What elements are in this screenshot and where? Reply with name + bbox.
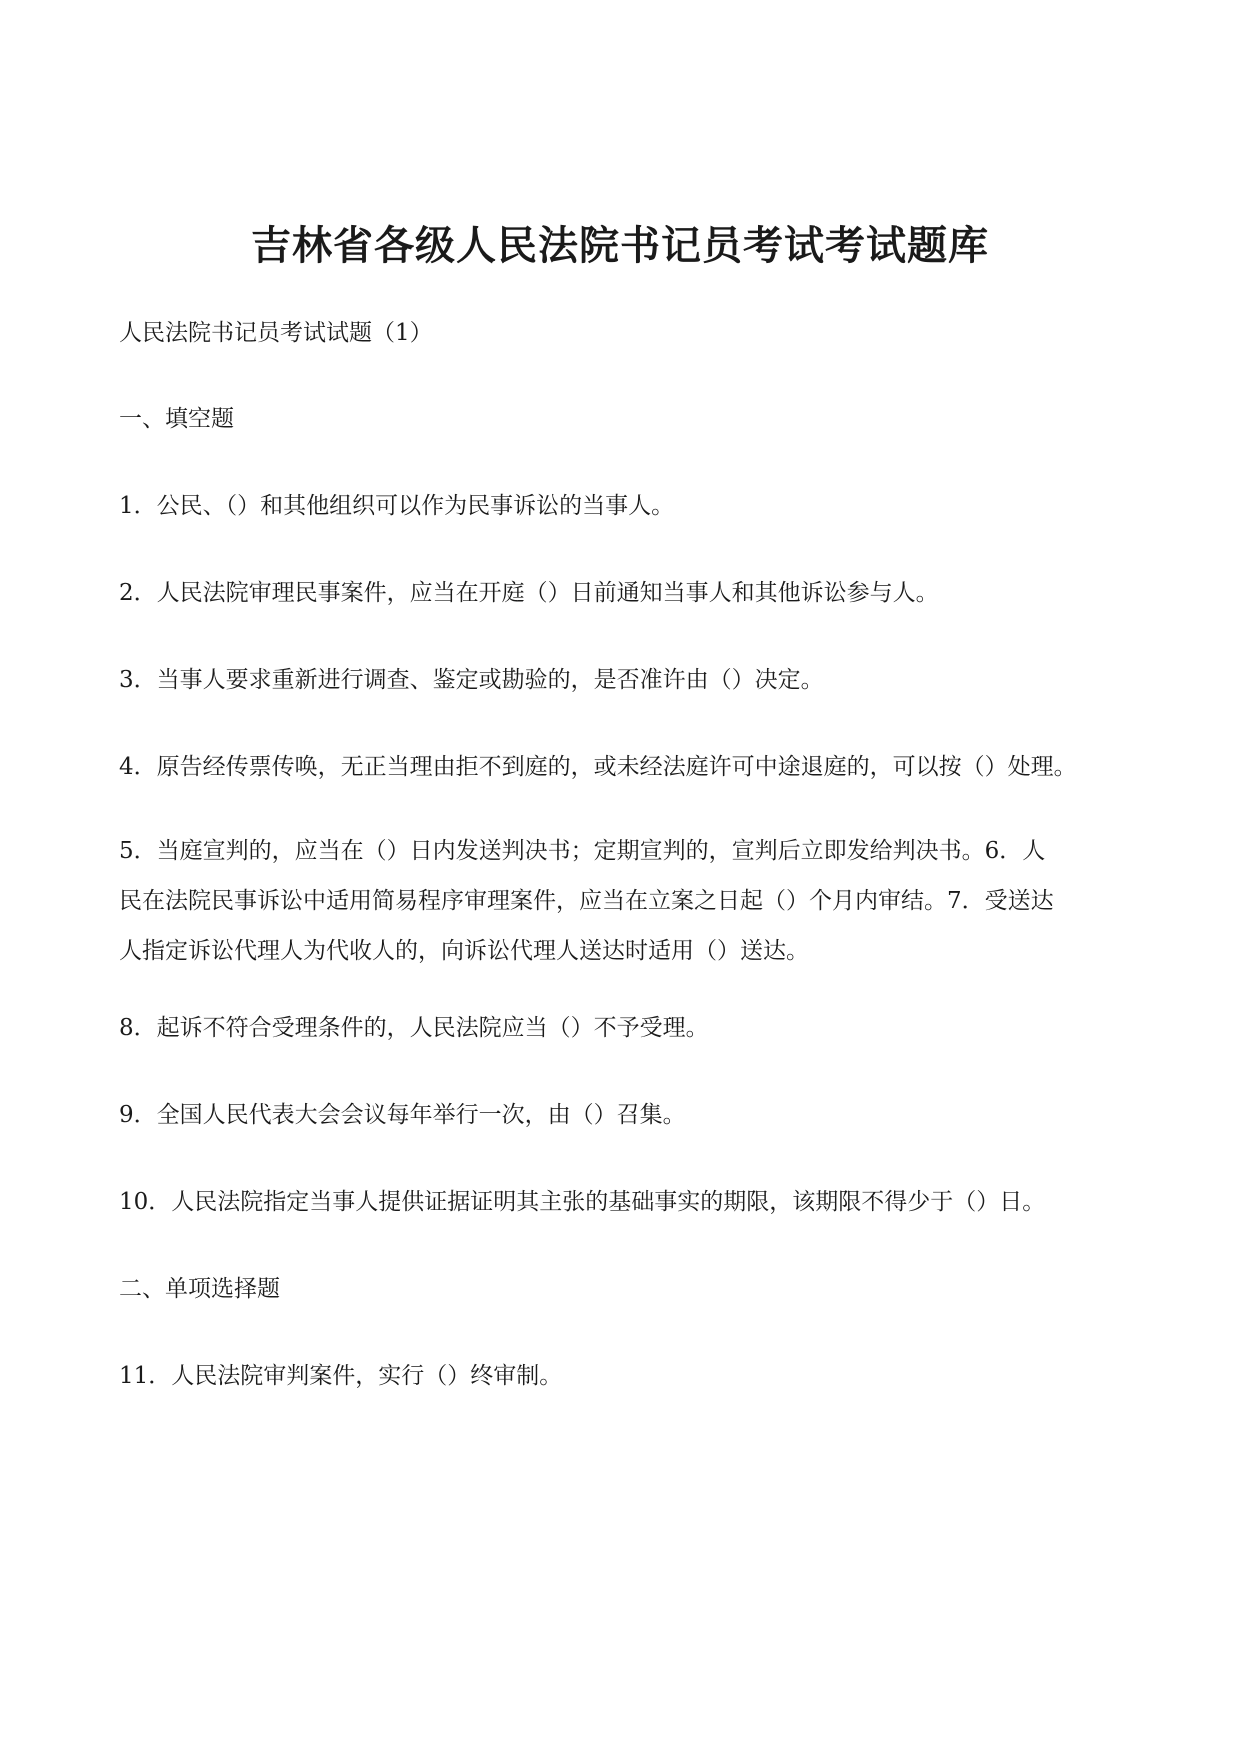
question-11: 11．人民法院审判案件，实行（）终审制。 [119, 1363, 563, 1389]
question-2: 2．人民法院审理民事案件，应当在开庭（）日前通知当事人和其他诉讼参与人。 [119, 580, 939, 606]
question-8: 8．起诉不符合受理条件的，人民法院应当（）不予受理。 [119, 1015, 709, 1041]
questions-5-to-7-line-3: 人指定诉讼代理人为代收人的，向诉讼代理人送达时适用（）送达。 [119, 938, 809, 964]
section-heading-single-choice: 二、单项选择题 [119, 1276, 280, 1302]
question-10: 10．人民法院指定当事人提供证据证明其主张的基础事实的期限，该期限不得少于（）日。 [119, 1189, 1046, 1215]
question-1: 1．公民、（）和其他组织可以作为民事诉讼的当事人。 [119, 493, 675, 519]
page-title: 吉林省各级人民法院书记员考试考试题库 [251, 222, 989, 269]
question-4: 4．原告经传票传唤，无正当理由拒不到庭的，或未经法庭许可中途退庭的，可以按（）处理。 [119, 754, 1077, 780]
question-9: 9．全国人民代表大会会议每年举行一次，由（）召集。 [119, 1102, 686, 1128]
questions-5-to-7 [119, 826, 1129, 976]
question-3: 3．当事人要求重新进行调查、鉴定或勘验的，是否准许由（）决定。 [119, 667, 824, 693]
questions-5-to-7-line-1: 5．当庭宣判的，应当在（）日内发送判决书；定期宣判的，宣判后立即发给判决书。6．人 [119, 838, 1046, 864]
section-heading-fill-in: 一、填空题 [119, 406, 234, 432]
questions-5-to-7-line-2: 民在法院民事诉讼中适用简易程序审理案件，应当在立案之日起（）个月内审结。7．受送达 [119, 888, 1054, 914]
exam-subtitle: 人民法院书记员考试试题（1） [119, 320, 433, 346]
